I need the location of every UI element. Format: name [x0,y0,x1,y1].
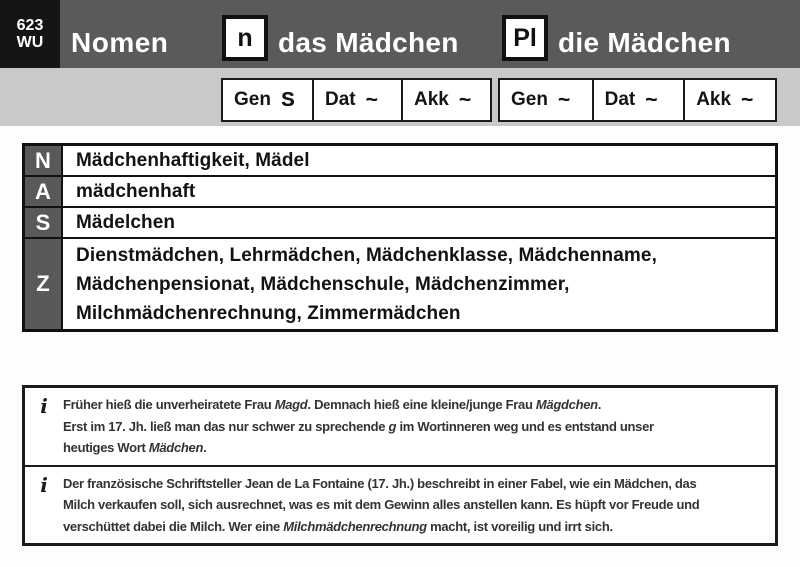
table-row-nomen [25,146,775,175]
case-suffix: ~ [645,88,657,111]
case-cell-gen-plural [500,80,592,120]
plural-marker-label: Pl [513,23,537,52]
row-label: Z [25,239,63,329]
table-row-sonstiges [25,206,775,237]
info-icon: i [40,472,48,497]
header-bar [0,0,800,68]
case-group-plural [498,78,777,122]
case-cell-akk-plural [683,80,775,120]
plural-marker-box [502,15,548,61]
case-label: Akk [414,89,449,110]
row-label: A [25,177,63,206]
row-text: Mädelchen [63,208,775,237]
headword-singular: das Mädchen [278,27,459,58]
case-cell-dat-singular [312,80,401,120]
row-label: S [25,208,63,237]
reference-code: WU [16,34,44,51]
reference-badge [0,0,60,68]
case-label: Gen [234,89,271,110]
case-group-singular [221,78,492,122]
info-box [22,385,778,546]
info-icon: i [40,394,48,418]
case-suffix: ~ [557,88,570,111]
case-label: Gen [511,89,548,110]
case-band [0,68,800,126]
derivations-table [22,143,778,332]
case-cell-dat-plural [592,80,684,120]
table-row-zusammensetzungen [25,237,775,329]
info-note-etymology [25,388,775,465]
word-class-title: Nomen [71,27,169,58]
row-text: mädchenhaft [63,177,775,206]
case-cell-gen-singular [223,80,312,120]
case-suffix: ~ [741,88,753,111]
case-cell-akk-singular [401,80,490,120]
case-suffix: S [280,88,295,111]
case-label: Akk [696,89,732,110]
headword-plural: die Mädchen [558,27,731,58]
gender-marker-box [222,15,268,61]
info-note-text: Früher hieß die unverheiratete Frau Magd. Demnach hieß eine kleine/junge Frau Mägdchen. Erst im 17. Jh. ließ man das nur schwer zu sprechende g im Wortinneren weg und es entstand unser heutiges Wort Mädchen. [63,397,654,455]
case-suffix: ~ [365,88,378,111]
row-label: N [25,146,63,175]
case-label: Dat [604,89,636,110]
gender-marker-label: n [237,23,253,52]
case-suffix: ~ [458,88,471,111]
table-row-adjektiv [25,175,775,206]
row-text: Dienstmädchen, Lehrmädchen, Mädchenklasse, Mädchenname, Mädchenpensionat, Mädchenschule, Mädchenzimmer, Milchmädchenrechnung, Zimmermädchen [63,239,775,329]
info-note-text: Der französische Schriftsteller Jean de La Fontaine (17. Jh.) beschreibt in einer Fabel, wie ein Mädchen, das Milch verkaufen soll, sich ausrechnet, was es mit dem Gewinn alles anstellen kann. Es hüpft vor Freude und verschüttet dabei die Milch. Wer eine Milchmädchenrechnung macht, ist voreilig und irrt sich. [63,475,700,534]
row-text: Mädchenhaftigkeit, Mädel [63,146,775,175]
reference-number: 623 [16,17,44,34]
case-label: Dat [325,89,356,110]
info-note-fable [25,465,775,544]
